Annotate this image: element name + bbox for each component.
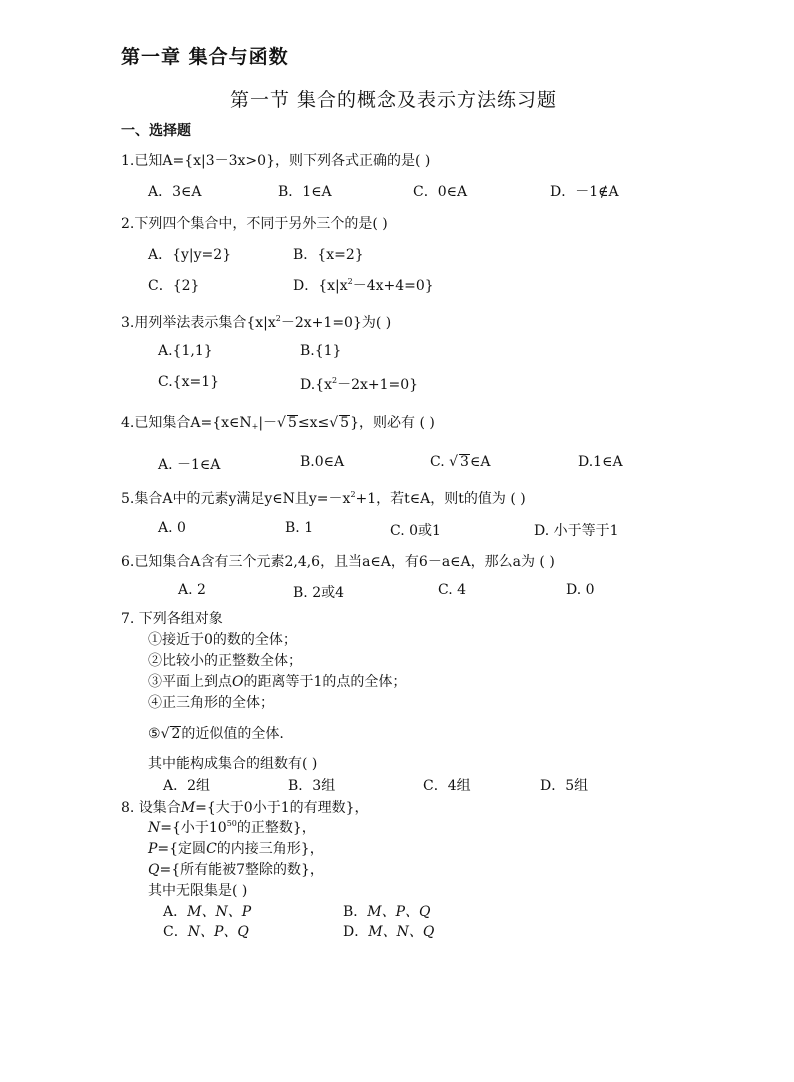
question-3-stem: 3.用列举法表示集合$\{x|x^2-2x+1=0\}$为( ) [121, 314, 392, 331]
q8-option-c: C．N、P、Q [163, 924, 249, 940]
q3-option-a: A.{1,1} [158, 343, 213, 359]
question-5-stem: 5.集合A中的元素y满足y∈N且$y=-x^2+1$，若t∈A，则t的值为 ( ) [121, 490, 526, 507]
q1-option-a: A．3∈A [148, 184, 202, 200]
q8-set-p: P={定圆C的内接三角形}， [148, 841, 324, 857]
q2-option-c: C．{2} [148, 278, 200, 294]
q4-option-b: B.0∈A [300, 454, 345, 470]
q6-option-b: B. 2或4 [293, 585, 345, 601]
question-2-stem: 2.下列四个集合中，不同于另外三个的是( ) [121, 216, 388, 232]
q5-option-b: B. 1 [285, 520, 314, 536]
q8-option-b: B．M、P、Q [343, 904, 431, 920]
q3-option-b: B.{1} [300, 343, 342, 359]
q6-option-d: D. 0 [566, 582, 595, 598]
sqrt-symbol: √ [160, 726, 170, 742]
q1-option-d: D．－1∉A [550, 184, 619, 200]
question-1-stem: 1.已知A={x|3－3x>0}，则下列各式正确的是( ) [121, 153, 431, 169]
q5-option-d: D. 小于等于1 [534, 523, 619, 539]
q7-option-b: B．3组 [288, 778, 336, 794]
q8-option-d: D．M、N、Q [343, 924, 435, 940]
q2-option-b: B．{x=2} [293, 247, 364, 263]
part-heading: 一、选择题 [121, 123, 191, 139]
q5-option-c: C. 0或1 [390, 523, 441, 539]
q1-option-c: C．0∈A [413, 184, 468, 200]
q2-option-a: A．{y|y=2} [148, 247, 232, 263]
section-title: 第一节 集合的概念及表示方法练习题 [230, 89, 558, 111]
q7-item-3: ③平面上到点O的距离等于1的点的全体； [148, 674, 407, 690]
q5-option-a: A. 0 [158, 520, 186, 536]
question-6-stem: 6.已知集合A含有三个元素2,4,6，且当a∈A，有6－a∈A，那么a为 ( ) [121, 554, 555, 570]
q3-option-c: C.{x=1} [158, 374, 220, 390]
q4-option-a: A. －1∈A [158, 457, 221, 473]
q3-option-d: $D.\{x^2-2x+1=0\}$ [300, 376, 419, 393]
q8-set-q: Q={所有能被7整除的数}， [148, 862, 324, 878]
q7-option-d: D．5组 [540, 778, 589, 794]
question-7-stem: 7. 下列各组对象 [121, 611, 223, 627]
sqrt-symbol: √ [329, 415, 339, 431]
q8-set-n: N={小于$10^{50}$的正整数}， [148, 819, 316, 836]
q2-option-d: D．$\{x|x^2-4x+4=0\}$ [293, 277, 434, 294]
sqrt-symbol: √ [449, 454, 459, 470]
question-8-stem: 8. 设集合M={大于0小于1的有理数}， [121, 800, 369, 816]
q7-tail: 其中能构成集合的组数有( ) [148, 756, 318, 772]
q7-item-2: ②比较小的正整数全体； [148, 653, 302, 669]
q7-item-4: ④正三角形的全体； [148, 695, 274, 711]
q7-option-a: A．2组 [163, 778, 211, 794]
q7-item-5: ⑤√ 2的近似值的全体. [148, 726, 284, 742]
q4-option-c: C. √ 3∈A [430, 454, 491, 470]
chapter-title: 第一章 集合与函数 [121, 46, 289, 68]
q8-tail: 其中无限集是( ) [148, 883, 248, 899]
q6-option-c: C. 4 [438, 582, 467, 598]
q4-option-d: D.1∈A [578, 454, 623, 470]
q8-option-a: A．M、N、P [163, 904, 252, 920]
sqrt-symbol: √ [277, 415, 286, 431]
q7-item-1: ①接近于0的数的全体； [148, 632, 297, 648]
q7-option-c: C．4组 [423, 778, 471, 794]
question-4-stem: 4.已知集合$A=\{x\in N_+|-√$ 5≤x≤√ 5}，则必有 ( ) [121, 415, 435, 431]
q1-option-b: B．1∈A [278, 184, 332, 200]
q6-option-a: A. 2 [178, 582, 206, 598]
